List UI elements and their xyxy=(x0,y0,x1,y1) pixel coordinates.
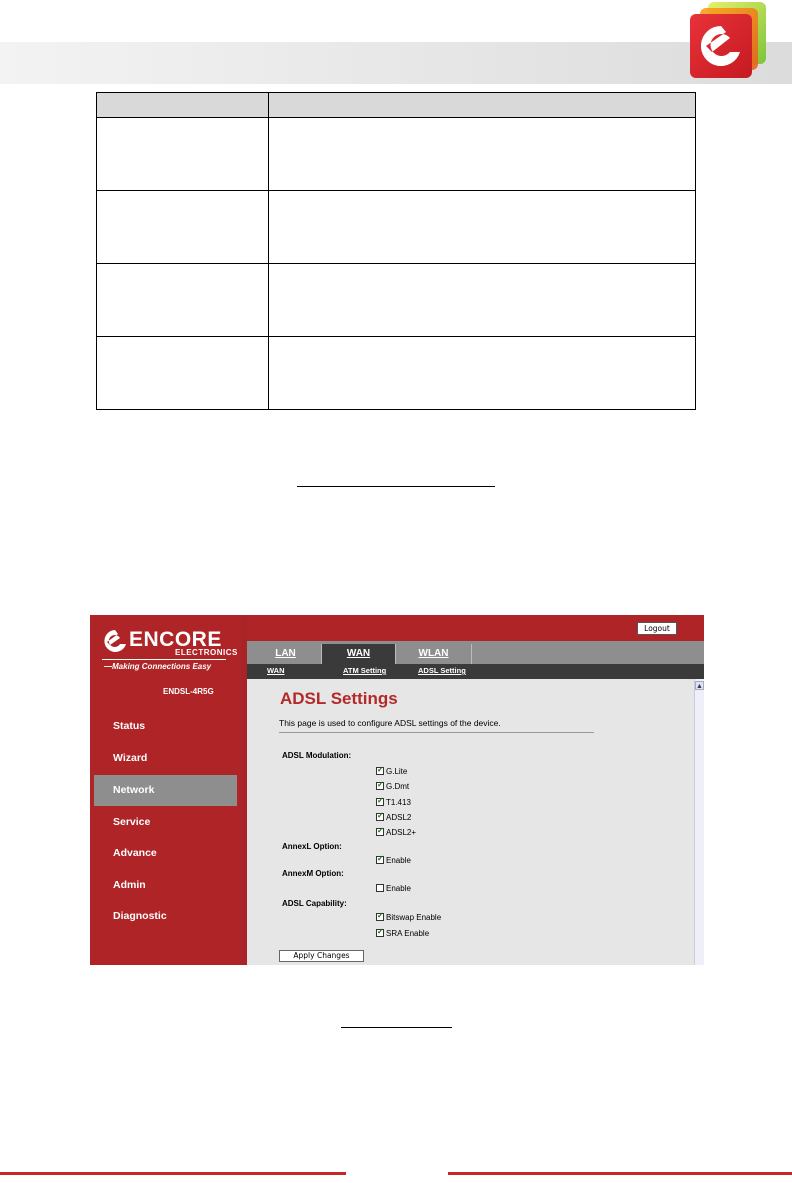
caption-underline xyxy=(341,1027,452,1028)
brand-sub: ELECTRONICS xyxy=(175,648,238,657)
brand-tagline: —Making Connections Easy xyxy=(104,662,212,671)
vertical-scrollbar[interactable] xyxy=(694,679,704,965)
section-heading-underline xyxy=(297,486,495,487)
nav-wizard[interactable]: Wizard xyxy=(113,752,148,764)
content-area xyxy=(247,679,694,965)
checkbox-icon[interactable]: ✓ xyxy=(377,927,384,936)
t1413-checkbox[interactable]: ✓ T1.413 xyxy=(377,796,411,807)
checkbox-icon[interactable]: ✓ xyxy=(377,854,384,863)
bitswap-checkbox[interactable]: ✓ Bitswap Enable xyxy=(377,911,442,922)
encore-brand xyxy=(102,626,238,674)
page-description: This page is used to configure ADSL settings of the device. xyxy=(279,718,501,728)
table-row xyxy=(97,191,696,264)
sub-tab-bar xyxy=(247,664,704,679)
footer-line-left xyxy=(0,1172,346,1175)
table-row xyxy=(97,264,696,337)
checkbox-icon[interactable]: ✓ xyxy=(377,826,384,835)
table-row xyxy=(97,118,696,191)
checkbox-icon[interactable]: ✓ xyxy=(377,796,384,805)
top-bar xyxy=(247,615,704,641)
scroll-up-icon[interactable]: ▲ xyxy=(696,683,703,690)
nav-status[interactable]: Status xyxy=(113,720,146,732)
main-panel xyxy=(247,615,704,965)
sra-checkbox[interactable]: ✓ SRA Enable xyxy=(377,927,430,938)
checkbox-icon[interactable]: ✓ xyxy=(377,911,384,920)
router-screenshot xyxy=(90,615,704,965)
brand-name: ENCORE xyxy=(129,628,222,651)
subtab-atm-setting[interactable]: ATM Setting xyxy=(343,666,387,675)
nav-diagnostic[interactable]: Diagnostic xyxy=(113,910,167,922)
tab-lan[interactable]: LAN xyxy=(275,648,296,659)
table-row xyxy=(97,337,696,410)
tab-bar xyxy=(247,641,704,664)
subtab-wan[interactable]: WAN xyxy=(267,666,285,675)
glite-checkbox[interactable]: ✓ G.Lite xyxy=(377,765,408,776)
nav-network[interactable]: Network xyxy=(94,775,237,806)
checkbox-icon[interactable] xyxy=(376,884,384,892)
logout-button[interactable]: Logout xyxy=(637,622,677,635)
encore-e-icon xyxy=(102,628,128,654)
model-name: ENDSL-4R5G xyxy=(163,687,214,696)
annexl-label: AnnexL Option: xyxy=(282,842,342,851)
modulation-label: ADSL Modulation: xyxy=(282,751,352,760)
capability-label: ADSL Capability: xyxy=(282,899,347,908)
nav-service[interactable]: Service xyxy=(113,816,151,828)
gdmt-checkbox[interactable]: ✓ G.Dmt xyxy=(377,780,410,791)
annexm-label: AnnexM Option: xyxy=(282,869,344,878)
footer-line-right xyxy=(448,1172,792,1175)
annexl-enable-checkbox[interactable]: ✓ Enable xyxy=(377,854,411,865)
sidebar xyxy=(90,615,241,965)
checkbox-icon[interactable]: ✓ xyxy=(377,780,384,789)
checkbox-icon[interactable]: ✓ xyxy=(377,765,384,774)
adsl2-checkbox[interactable]: ✓ ADSL2 xyxy=(377,811,412,822)
tab-wan[interactable]: WAN xyxy=(322,644,395,664)
parameter-table xyxy=(96,92,696,410)
nav-admin[interactable]: Admin xyxy=(113,879,146,891)
subtab-adsl-setting[interactable]: ADSL Setting xyxy=(418,666,466,675)
tab-wlan[interactable]: WLAN xyxy=(418,648,449,659)
adsl2plus-checkbox[interactable]: ✓ ADSL2+ xyxy=(377,826,417,837)
nav-advance[interactable]: Advance xyxy=(113,847,157,859)
document-header-band xyxy=(0,42,792,84)
apply-changes-button[interactable]: Apply Changes xyxy=(279,950,364,962)
annexm-enable-checkbox[interactable]: Enable xyxy=(376,884,411,893)
encore-logo xyxy=(688,2,770,78)
page-title: ADSL Settings xyxy=(280,689,398,708)
table-header-row xyxy=(97,93,696,118)
checkbox-icon[interactable]: ✓ xyxy=(377,811,384,820)
